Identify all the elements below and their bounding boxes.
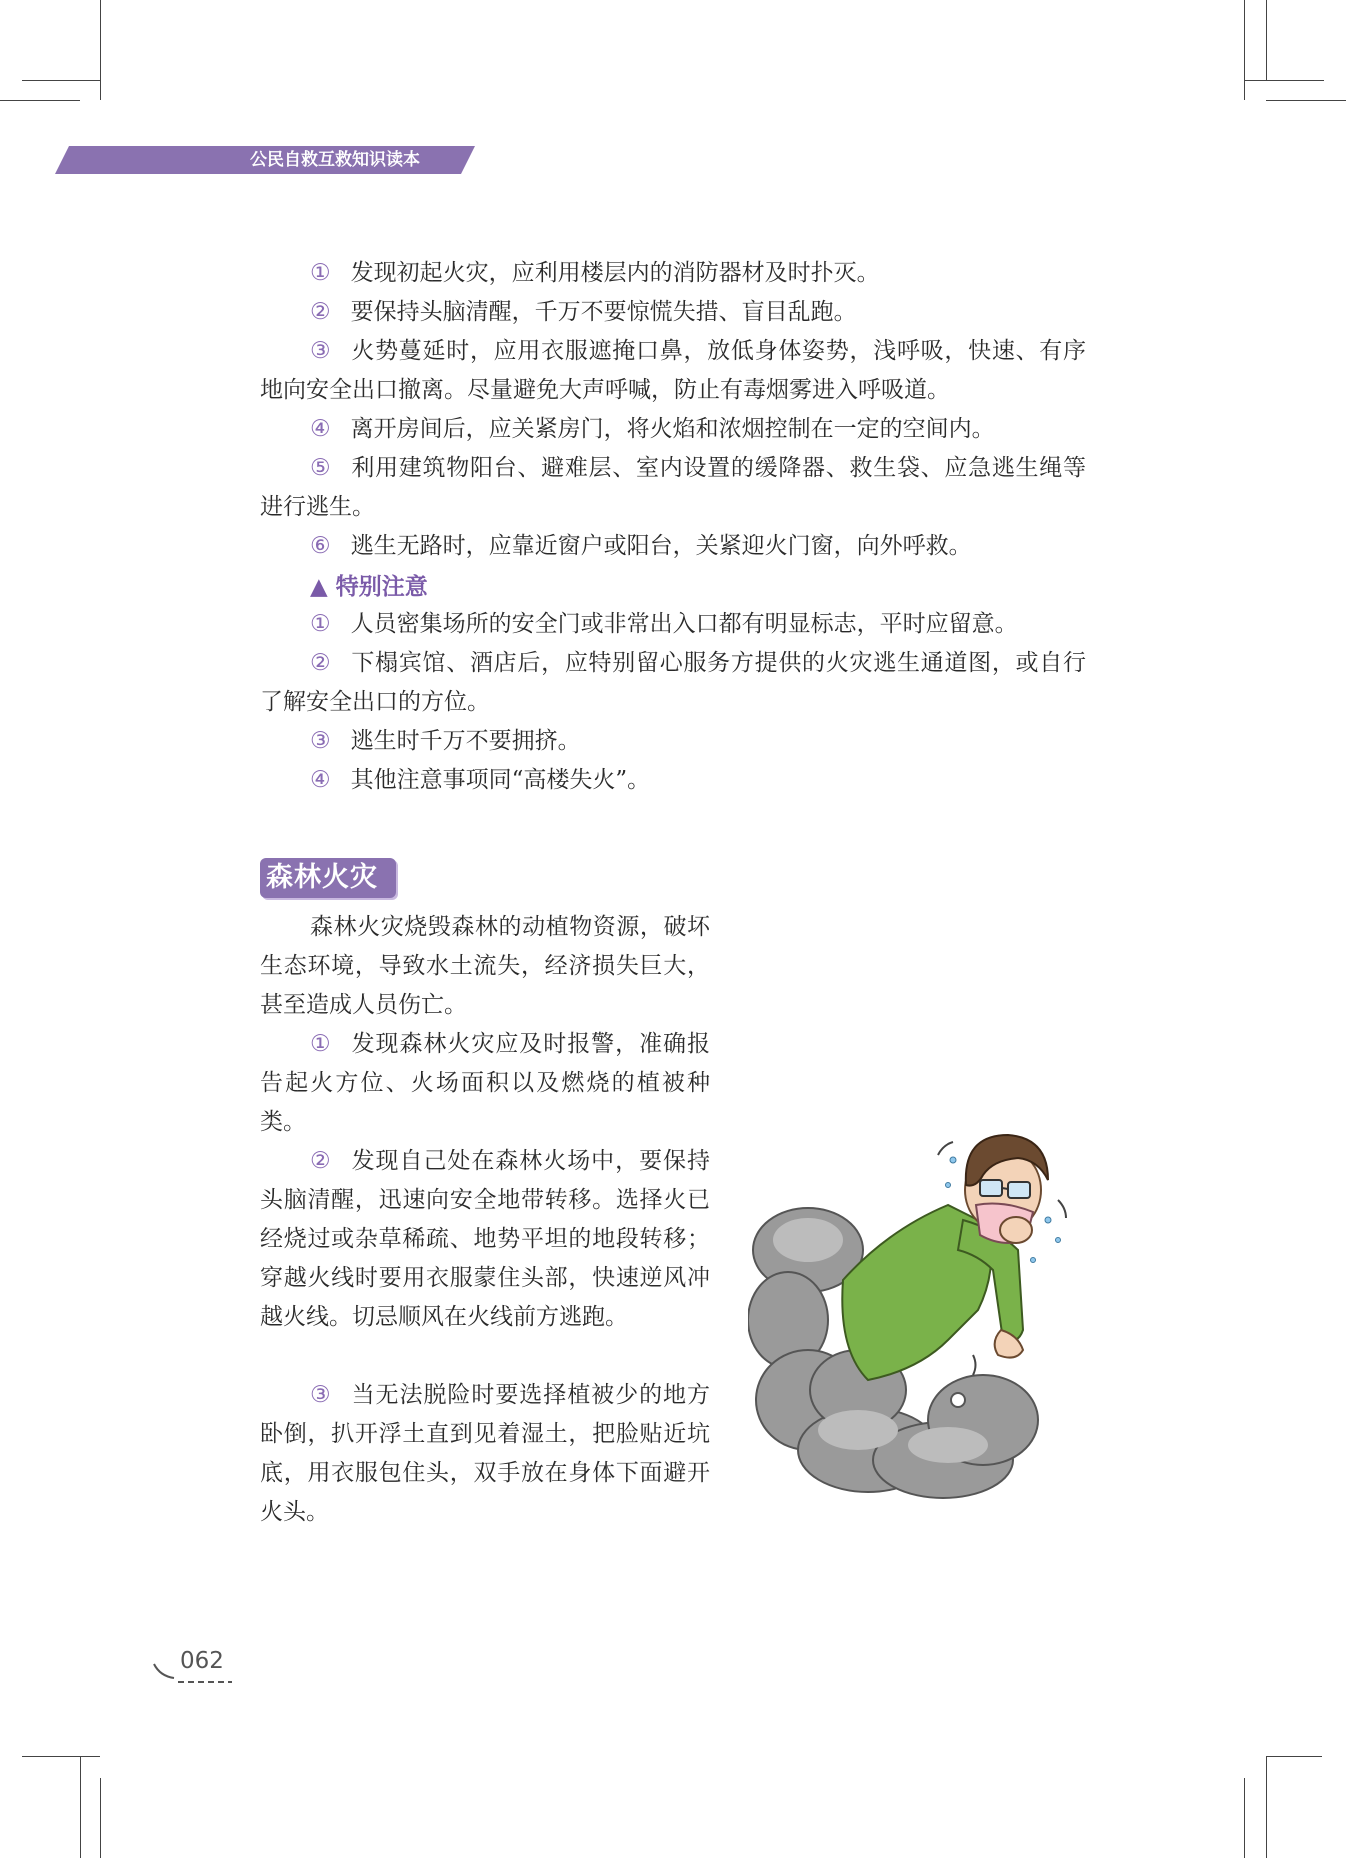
item-number: ② [310, 1148, 332, 1174]
item-number: ① [310, 611, 331, 637]
list-item [260, 332, 1086, 410]
list-item [260, 254, 1086, 293]
crop-mark [22, 80, 100, 81]
notice-title: ▲ 特别注意 [310, 574, 428, 600]
item-text: 逃生时千万不要拥挤。 [350, 728, 581, 754]
crop-mark [0, 100, 80, 101]
item-text: 利用建筑物阳台、避难层、室内设置的缓降器、救生袋、应急逃生绳等进行逃生。 [260, 455, 1086, 520]
list-item [260, 410, 1086, 449]
item-number: ① [310, 1031, 332, 1057]
crop-mark [80, 1756, 81, 1858]
crop-mark [22, 1756, 100, 1757]
crop-mark [100, 0, 101, 100]
section-item [260, 1376, 710, 1532]
item-number: ③ [310, 338, 332, 364]
item-text: 发现森林火灾应及时报警，准确报告起火方位、火场面积以及燃烧的植被种类。 [260, 1031, 710, 1135]
list-item [260, 449, 1086, 527]
crop-mark [1244, 0, 1245, 100]
crop-mark [1266, 1756, 1322, 1757]
item-number: ③ [310, 1382, 332, 1408]
item-text: 发现初起火灾，应利用楼层内的消防器材及时扑灭。 [350, 260, 880, 286]
item-text: 下榻宾馆、酒店后，应特别留心服务方提供的火灾逃生通道图，或自行了解安全出口的方位。 [260, 650, 1086, 715]
item-number: ① [310, 260, 331, 286]
section-intro: 森林火灾烧毁森林的动植物资源，破坏生态环境，导致水土流失，经济损失巨大，甚至造成人员伤亡。 [260, 914, 710, 1018]
notice-item [260, 605, 1086, 644]
notice-item [260, 722, 1086, 761]
section-item [260, 1025, 710, 1142]
crop-mark [1244, 80, 1324, 81]
page-number: 062 [180, 1648, 224, 1674]
item-number: ⑤ [310, 455, 332, 481]
crop-mark [1266, 0, 1267, 80]
item-text: 离开房间后，应关紧房门，将火焰和浓烟控制在一定的空间内。 [350, 416, 995, 442]
item-text: 火势蔓延时，应用衣服遮掩口鼻，放低身体姿势，浅呼吸，快速、有序地向安全出口撤离。尽量避免大声呼喊，防止有毒烟雾进入呼吸道。 [260, 338, 1086, 403]
item-number: ② [310, 299, 331, 325]
section-title: 森林火灾 [266, 862, 378, 893]
crop-mark [1266, 100, 1346, 101]
item-number: ② [310, 650, 332, 676]
crop-mark [100, 1778, 101, 1858]
item-number: ④ [310, 767, 331, 793]
escape-illustration [748, 1130, 1118, 1510]
item-number: ③ [310, 728, 331, 754]
notice-item [260, 644, 1086, 722]
item-text: 人员密集场所的安全门或非常出入口都有明显标志，平时应留意。 [350, 611, 1018, 637]
item-text: 要保持头脑清醒，千万不要惊慌失措、盲目乱跑。 [350, 299, 857, 325]
item-text: 其他注意事项同“高楼失火”。 [350, 767, 651, 793]
notice-item [260, 761, 1086, 800]
crop-mark [1266, 1756, 1267, 1858]
header-title: 公民自救互救知识读本 [250, 150, 420, 170]
item-text: 发现自己处在森林火场中，要保持头脑清醒，迅速向安全地带转移。选择火已经烧过或杂草稀疏、地势平坦的地段转移；穿越火线时要用衣服蒙住头部，快速逆风冲越火线。切忌顺风在火线前方逃跑。 [260, 1148, 710, 1330]
item-number: ⑥ [310, 533, 331, 559]
section-item [260, 1142, 710, 1337]
list-item [260, 527, 1086, 566]
item-text: 当无法脱险时要选择植被少的地方卧倒，扒开浮土直到见着湿土，把脸贴近坑底，用衣服包住头，双手放在身体下面避开火头。 [260, 1382, 710, 1525]
crop-mark [1244, 1778, 1245, 1858]
item-number: ④ [310, 416, 331, 442]
item-text: 逃生无路时，应靠近窗户或阳台，关紧迎火门窗，向外呼救。 [350, 533, 972, 559]
list-item [260, 293, 1086, 332]
